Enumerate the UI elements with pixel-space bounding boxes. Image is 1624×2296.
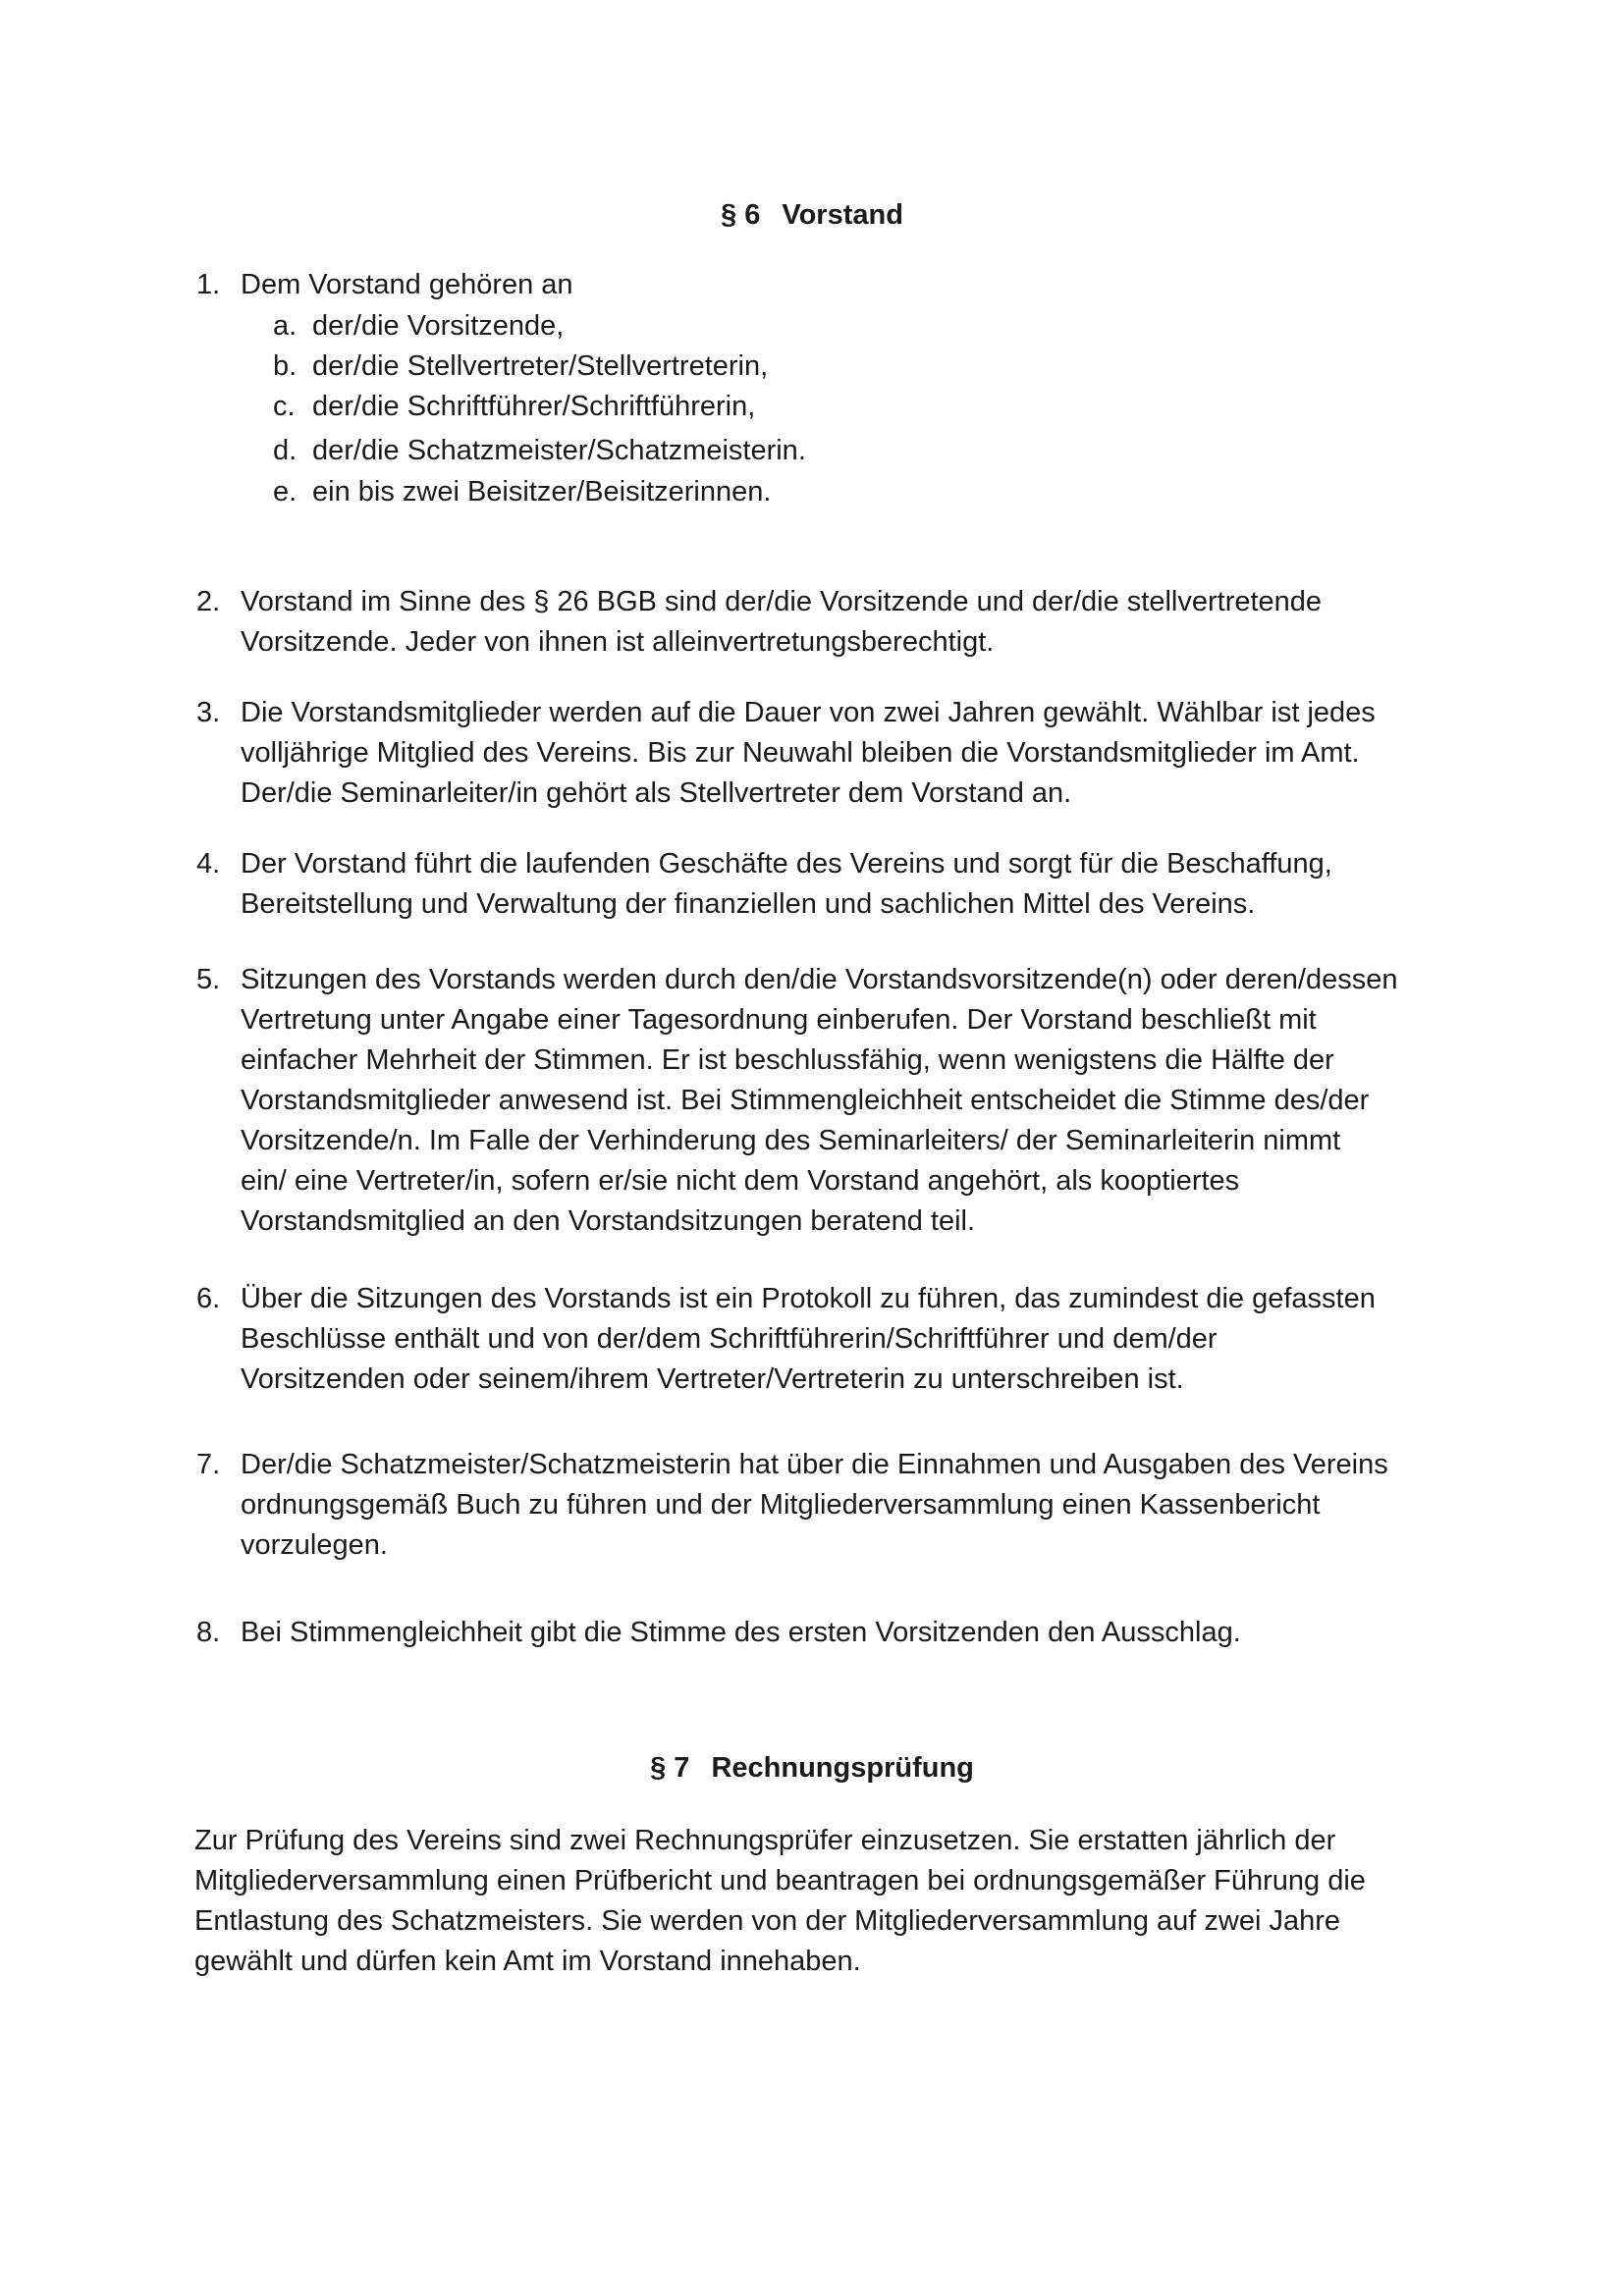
list-item-marker: 4.: [196, 848, 221, 880]
list-item-line: Vorsitzende/n. Im Falle der Verhinderung des Seminarleiters/ der Seminarleiterin nimmt: [241, 1125, 1341, 1156]
sub-item-a: [273, 306, 564, 347]
list-item-line: volljährige Mitglied des Vereins. Bis zur Neuwahl bleiben die Vorstandsmitglieder im Amt.: [241, 737, 1360, 769]
list-item-line: Der/die Seminarleiter/in gehört als Stellvertreter dem Vorstand an.: [241, 777, 1072, 809]
sub-item-d: [273, 431, 806, 471]
list-item-line: Vorsitzenden oder seinem/ihrem Vertreter/Vertreterin zu unterschreiben ist.: [241, 1363, 1184, 1395]
section-7-number: § 7: [650, 1752, 690, 1784]
list-item-6: [196, 1279, 1532, 1400]
list-item-line: ordnungsgemäß Buch zu führen und der Mitgliederversammlung einen Kassenbericht: [241, 1489, 1321, 1521]
sub-item-text: ein bis zwei Beisitzer/Beisitzerinnen.: [312, 476, 772, 507]
list-item-line: Vorsitzende. Jeder von ihnen ist alleinvertretungsberechtigt.: [241, 626, 995, 658]
sub-item-c: [273, 387, 755, 427]
sub-item-b: [273, 347, 768, 387]
paragraph-line: gewählt und dürfen kein Amt im Vorstand innehaben.: [194, 1946, 861, 1977]
sub-item-text: der/die Schatzmeister/Schatzmeisterin.: [312, 435, 806, 466]
list-item-line: Der Vorstand führt die laufenden Geschäfte des Vereins und sorgt für die Beschaffung,: [241, 848, 1332, 880]
list-item-line: Vorstandsmitglieder anwesend ist. Bei Stimmengleichheit entscheidet die Stimme des/der: [241, 1085, 1370, 1116]
sub-item-marker: a.: [273, 310, 298, 342]
list-item-8: [196, 1613, 1532, 1653]
list-item-marker: 6.: [196, 1283, 221, 1314]
list-item-3: [196, 693, 1532, 814]
sub-item-marker: e.: [273, 476, 298, 507]
list-item-line: Sitzungen des Vorstands werden durch den/die Vorstandsvorsitzende(n) oder deren/dessen: [241, 964, 1398, 995]
list-item-line: Bereitstellung und Verwaltung der finanziellen und sachlichen Mittel des Vereins.: [241, 888, 1256, 920]
sub-item-e: [273, 472, 771, 512]
list-item-7: [196, 1445, 1532, 1566]
section-6-title: Vorstand: [782, 199, 903, 231]
list-item-marker: 1.: [196, 269, 221, 300]
section-7-heading: [0, 1748, 1624, 1788]
list-item-line: Die Vorstandsmitglieder werden auf die Dauer von zwei Jahren gewählt. Wählbar ist jedes: [241, 697, 1376, 728]
list-item-line: Über die Sitzungen des Vorstands ist ein Protokoll zu führen, das zumindest die gefassten: [241, 1283, 1376, 1314]
list-item-4: [196, 844, 1532, 925]
list-item-marker: 5.: [196, 964, 221, 995]
list-item-line: Vorstand im Sinne des § 26 BGB sind der/die Vorsitzende und der/die stellvertretende: [241, 586, 1323, 617]
list-item-line: ein/ eine Vertreter/in, sofern er/sie nicht dem Vorstand angehört, als kooptiertes: [241, 1165, 1240, 1197]
list-item-line: Beschlüsse enthält und von der/dem Schriftführerin/Schriftführer und dem/der: [241, 1323, 1218, 1355]
section-7-paragraph: [194, 1821, 1366, 1982]
list-item-line: Der/die Schatzmeister/Schatzmeisterin hat über die Einnahmen und Ausgaben des Vereins: [241, 1449, 1388, 1480]
list-item-5: [196, 960, 1532, 1242]
paragraph-line: Zur Prüfung des Vereins sind zwei Rechnungsprüfer einzusetzen. Sie erstatten jährlich der: [194, 1825, 1336, 1856]
sub-item-text: der/die Vorsitzende,: [312, 310, 565, 342]
list-item-line: einfacher Mehrheit der Stimmen. Er ist beschlussfähig, wenn wenigstens die Hälfte der: [241, 1044, 1334, 1076]
section-6-number: § 6: [721, 199, 761, 231]
list-item-line: Bei Stimmengleichheit gibt die Stimme des ersten Vorsitzenden den Ausschlag.: [241, 1617, 1241, 1648]
list-item-marker: 3.: [196, 697, 221, 728]
list-item-line: Vertretung unter Angabe einer Tagesordnung einberufen. Der Vorstand beschließt mit: [241, 1004, 1317, 1036]
list-item-2: [196, 582, 1532, 663]
list-item-1: [196, 265, 1532, 305]
sub-item-text: der/die Schriftführer/Schriftführerin,: [312, 391, 756, 422]
list-item-line: vorzulegen.: [241, 1529, 388, 1561]
paragraph-line: Entlastung des Schatzmeisters. Sie werden von der Mitgliederversammlung auf zwei Jahre: [194, 1905, 1340, 1937]
section-7-title: Rechnungsprüfung: [711, 1752, 974, 1784]
list-item-marker: 7.: [196, 1449, 221, 1480]
paragraph-line: Mitgliederversammlung einen Prüfbericht und beantragen bei ordnungsgemäßer Führung die: [194, 1865, 1366, 1896]
sub-item-marker: c.: [273, 391, 296, 422]
sub-item-marker: b.: [273, 350, 298, 382]
sub-item-marker: d.: [273, 435, 298, 466]
list-item-marker: 8.: [196, 1617, 221, 1648]
sub-item-text: der/die Stellvertreter/Stellvertreterin,: [312, 350, 769, 382]
list-item-marker: 2.: [196, 586, 221, 617]
list-item-line: Vorstandsmitglied an den Vorstandsitzungen beratend teil.: [241, 1205, 976, 1237]
list-item-text: Dem Vorstand gehören an: [241, 269, 573, 300]
section-6-heading: [0, 195, 1624, 235]
